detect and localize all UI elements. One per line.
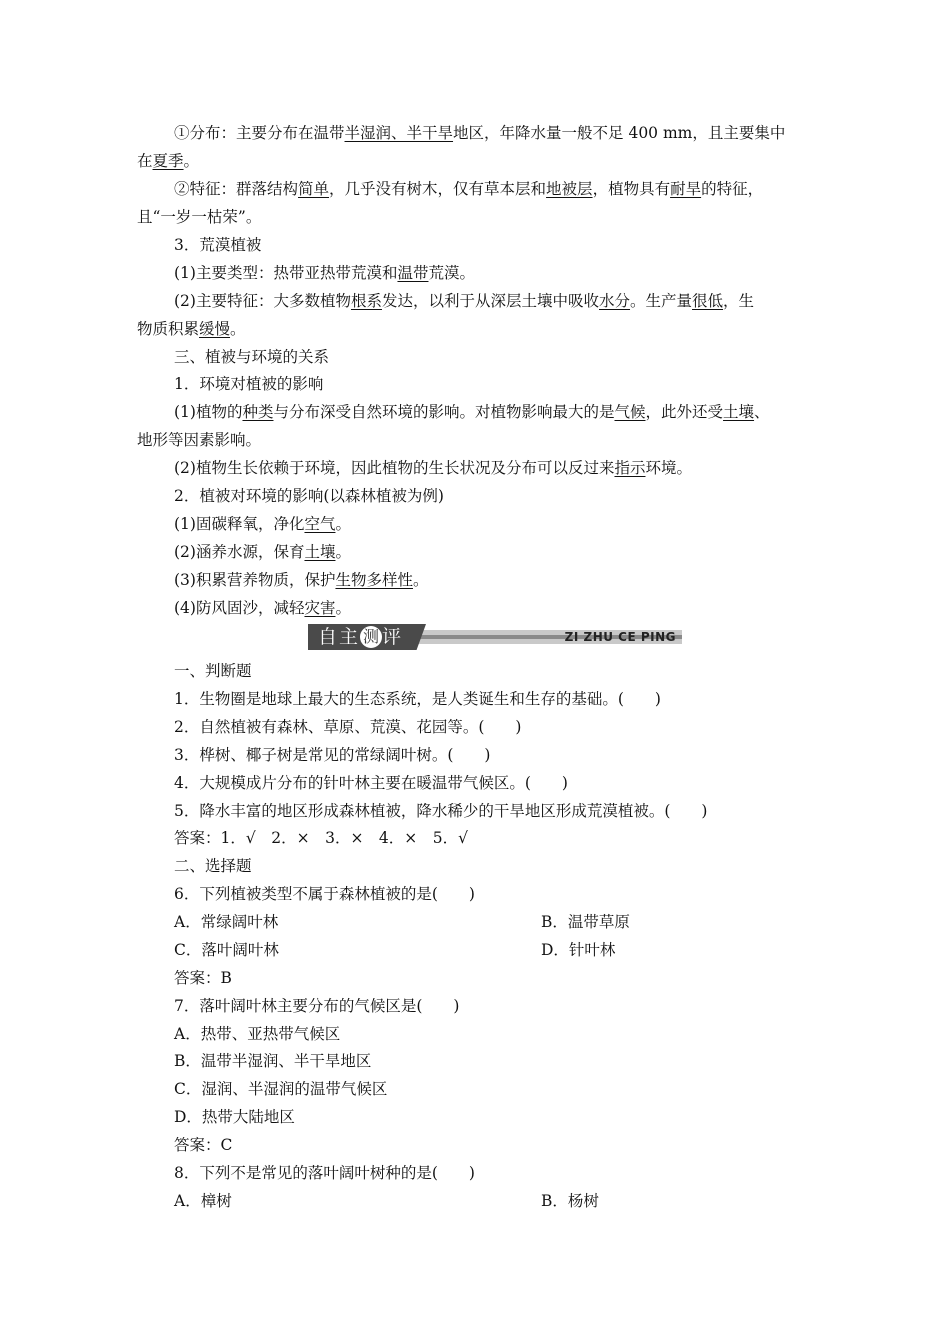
choice-q8-b: B．杨树 [541,1192,599,1210]
relation-heading: 三、植被与环境的关系 [174,348,330,366]
env-effect-p2: (2)植物生长依赖于环境，因此植物的生长状况及分布可以反过来指示环境。 [174,459,692,477]
env-effect-p1-cont: 地形等因素影响。 [137,431,262,449]
env-effect-heading: 1．环境对植被的影响 [174,375,324,393]
choice-q7: 7．落叶阔叶林主要分布的气候区是( ) [174,997,460,1015]
choice-q6-d: D．针叶林 [541,941,616,959]
grassland-features: ②特征：群落结构简单，几乎没有树木，仅有草本层和地被层，植物具有耐旱的特征， [174,180,764,198]
choice-q6-b: B．温带草原 [541,913,630,931]
choice-heading: 二、选择题 [174,857,252,875]
desert-features: (2)主要特征：大多数植物根系发达，以利于从深层土壤中吸收水分。生产量很低，生 [174,292,755,310]
veg-effect-1: (1)固碳释氧，净化空气。 [174,515,351,533]
banner-ball-icon: 测 [360,626,382,648]
desert-heading: 3．荒漠植被 [174,236,262,254]
choice-q7-b: B．温带半湿润、半干旱地区 [174,1052,372,1070]
choice-q7-c: C．湿润、半湿润的温带气候区 [174,1080,388,1098]
judge-q1: 1．生物圈是地球上最大的生态系统，是人类诞生和生存的基础。( ) [174,690,661,708]
choice-q7-a: A．热带、亚热带气候区 [174,1025,341,1043]
veg-effect-3: (3)积累营养物质，保护生物多样性。 [174,571,429,589]
choice-q7-d: D．热带大陆地区 [174,1108,295,1126]
grassland-distribution-cont: 在夏季。 [137,152,200,170]
judge-q4: 4．大规模成片分布的针叶林主要在暖温带气候区。( ) [174,774,568,792]
choice-q8: 8．下列不是常见的落叶阔叶树种的是( ) [174,1164,475,1182]
choice-q6-c: C．落叶阔叶林 [174,941,279,959]
env-effect-p1: (1)植物的种类与分布深受自然环境的影响。对植物影响最大的是气候，此外还受土壤、 [174,403,770,421]
judge-q3: 3．桦树、椰子树是常见的常绿阔叶树。( ) [174,746,491,764]
grassland-distribution: ①分布：主要分布在温带半湿润、半干旱地区，年降水量一般不足 400 mm，且主要集中 [174,124,786,142]
judge-heading: 一、判断题 [174,662,252,680]
veg-effect-4: (4)防风固沙，减轻灾害。 [174,599,351,617]
self-test-banner [308,624,682,652]
veg-effect-2: (2)涵养水源，保育土壤。 [174,543,351,561]
choice-q6-a: A．常绿阔叶林 [174,913,279,931]
choice-q7-answer: 答案：C [174,1136,233,1154]
choice-q6-answer: 答案：B [174,969,232,987]
desert-features-cont: 物质积累缓慢。 [137,320,246,338]
choice-q6: 6．下列植被类型不属于森林植被的是( ) [174,885,475,903]
banner-english: ZI ZHU CE PING [564,630,676,644]
desert-types: (1)主要类型：热带亚热带荒漠和温带荒漠。 [174,264,475,282]
choice-q8-a: A．樟树 [174,1192,232,1210]
grassland-features-cont: 且“一岁一枯荣”。 [137,208,262,226]
banner-title: 自主 测 评 [318,626,404,648]
judge-q5: 5．降水丰富的地区形成森林植被，降水稀少的干旱地区形成荒漠植被。( ) [174,802,708,820]
veg-effect-heading: 2．植被对环境的影响(以森林植被为例) [174,487,444,505]
judge-q2: 2．自然植被有森林、草原、荒漠、花园等。( ) [174,718,522,736]
judge-answer: 答案：1．√ 2．× 3．× 4．× 5．√ [174,829,469,847]
